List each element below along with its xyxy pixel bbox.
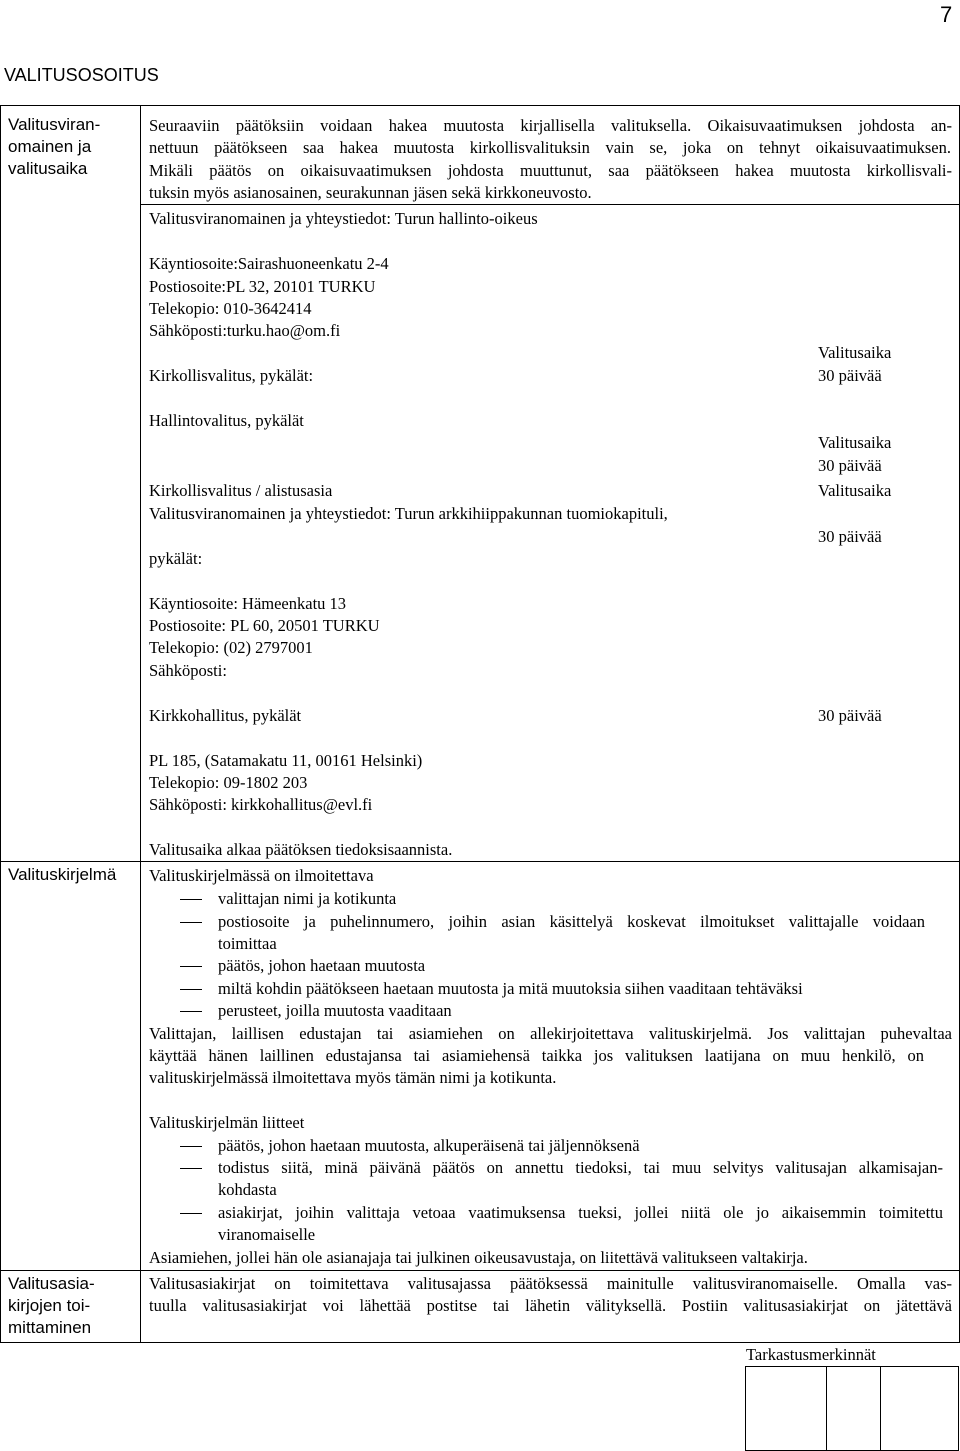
intro-line: Seuraaviin päätöksiin voidaan hakea muutosta kirjallisella valituksella. Oikaisuvaatimuksen johdosta an- bbox=[149, 116, 952, 135]
table-bottom-border bbox=[0, 1342, 960, 1343]
section-label-appeal-letter: Valituskirjelmä bbox=[8, 865, 117, 884]
list-dash bbox=[180, 922, 202, 923]
court-visit-address: Käyntiosoite:Sairashuoneenkatu 2-4 bbox=[149, 254, 389, 273]
period-value: 30 päivää bbox=[818, 527, 882, 546]
admin-appeal-item: Hallintovalitus, pykälät bbox=[149, 411, 304, 430]
letter-requirement-cont: toimittaa bbox=[218, 934, 277, 953]
page-title: VALITUSOSOITUS bbox=[4, 65, 159, 85]
period-value: 30 päivää bbox=[818, 366, 882, 385]
court-email: Sähköposti:turku.hao@om.fi bbox=[149, 321, 341, 340]
intro-line: Mikäli päätös on oikaisuvaatimuksen johdosta muuttunut, saa päätökseen hakea muutosta kirkollisvali- bbox=[149, 161, 952, 180]
attachment-item: päätös, johon haetaan muutosta, alkuperäisenä tai jäljennöksenä bbox=[218, 1136, 640, 1155]
church-board-email: Sähköposti: kirkkohallitus@evl.fi bbox=[149, 795, 373, 814]
table-left-border bbox=[0, 105, 1, 1343]
list-dash bbox=[180, 1146, 202, 1147]
signature-line: käyttää hänen laillinen edustajansa tai asiamiehensä taikka jos valituksen laatijana on muu henkilö, on bbox=[149, 1046, 924, 1065]
letter-intro: Valituskirjelmässä on ilmoitettava bbox=[149, 866, 374, 885]
page-number: 7 bbox=[940, 2, 953, 27]
review-marks-label: Tarkastusmerkinnät bbox=[746, 1345, 876, 1364]
review-marks-divider bbox=[826, 1366, 827, 1451]
court-post-address: Postiosoite:PL 32, 20101 TURKU bbox=[149, 277, 376, 296]
period-label: Valitusaika bbox=[818, 343, 892, 362]
period-value: 30 päivää bbox=[818, 706, 882, 725]
delivery-line: tuulla valitusasiakirjat voi lähettää postitse tai lähetin välityksellä. Postiin valitusasiakirjat on jätettävä bbox=[149, 1296, 952, 1315]
church-appeal-sub-item: Kirkollisvalitus / alistusasia bbox=[149, 481, 333, 500]
table-column-divider bbox=[140, 105, 141, 1343]
list-dash bbox=[180, 899, 202, 900]
section-label-authority: Valitusviran- omainen ja valitusaika bbox=[8, 115, 101, 178]
period-label: Valitusaika bbox=[818, 433, 892, 452]
signature-line: Valittajan, laillisen edustajan tai asiamiehen on allekirjoitettava valituskirjelmä. Jos valittajan puhevaltaa bbox=[149, 1024, 952, 1043]
letter-requirement: valittajan nimi ja kotikunta bbox=[218, 889, 397, 908]
chapter-sections: pykälät: bbox=[149, 549, 203, 568]
attachment-item-cont: viranomaiselle bbox=[218, 1225, 316, 1244]
period-value: 30 päivää bbox=[818, 456, 882, 475]
signature-line: valituskirjelmässä ilmoitettava myös tämän nimi ja kotikunta. bbox=[149, 1068, 557, 1087]
table-row-divider-1 bbox=[0, 861, 960, 862]
chapter-visit-address: Käyntiosoite: Hämeenkatu 13 bbox=[149, 594, 347, 613]
church-board-address: PL 185, (Satamakatu 11, 00161 Helsinki) bbox=[149, 751, 423, 770]
review-marks-divider bbox=[880, 1366, 881, 1451]
attachment-item: todistus siitä, minä päivänä päätös on annettu tiedoksi, tai muu selvitys valitusajan alkamisajan- bbox=[218, 1158, 943, 1177]
church-board-fax: Telekopio: 09-1802 203 bbox=[149, 773, 308, 792]
attachment-item-cont: kohdasta bbox=[218, 1180, 277, 1199]
delivery-line: Valitusasiakirjat on toimitettava valitusajassa päätöksessä mainitulle valitusviranomaiselle. Omalla vas- bbox=[149, 1274, 952, 1293]
intro-line: tuksin myös asianosainen, seurakunnan jäsen sekä kirkkoneuvosto. bbox=[149, 183, 592, 202]
court-heading: Valitusviranomainen ja yhteystiedot: Turun hallinto-oikeus bbox=[149, 209, 538, 228]
list-dash bbox=[180, 1011, 202, 1012]
church-appeal-item: Kirkollisvalitus, pykälät: bbox=[149, 366, 314, 385]
letter-requirement: perusteet, joilla muutosta vaaditaan bbox=[218, 1001, 452, 1020]
chapter-authority: Valitusviranomainen ja yhteystiedot: Turun arkkihiippakunnan tuomiokapituli, bbox=[149, 504, 668, 523]
intro-divider bbox=[141, 204, 959, 205]
letter-requirement: päätös, johon haetaan muutosta bbox=[218, 956, 426, 975]
attachments-heading: Valituskirjelmän liitteet bbox=[149, 1113, 305, 1132]
list-dash bbox=[180, 1213, 202, 1214]
period-start-note: Valitusaika alkaa päätöksen tiedoksisaannista. bbox=[149, 840, 453, 859]
power-of-attorney-note: Asiamiehen, jollei hän ole asianajaja tai julkinen oikeusavustaja, on liitettävä valitukseen valtakirja. bbox=[149, 1248, 808, 1267]
letter-requirement: postiosoite ja puhelinnumero, joihin asian käsittelyä koskevat ilmoitukset valittajalle voidaan bbox=[218, 912, 925, 931]
period-label: Valitusaika bbox=[818, 481, 892, 500]
chapter-fax: Telekopio: (02) 2797001 bbox=[149, 638, 313, 657]
church-board-heading: Kirkkohallitus, pykälät bbox=[149, 706, 302, 725]
list-dash bbox=[180, 989, 202, 990]
attachment-item: asiakirjat, joihin valittaja vetoaa vaatimuksensa tueksi, jollei niitä ole jo aikaisemmin toimitettu bbox=[218, 1203, 943, 1222]
chapter-post-address: Postiosoite: PL 60, 20501 TURKU bbox=[149, 616, 380, 635]
list-dash bbox=[180, 1168, 202, 1169]
table-top-border bbox=[0, 105, 960, 106]
letter-requirement: miltä kohdin päätökseen haetaan muutosta ja mitä muutoksia siihen vaaditaan tehtäväksi bbox=[218, 979, 803, 998]
section-label-delivery: Valitusasia- kirjojen toi- mittaminen bbox=[8, 1274, 95, 1337]
intro-line: nettuun päätökseen saa hakea muutosta kirkollisvalituksin vain se, joka on tehnyt oikaisuvaatimuksen. bbox=[149, 138, 951, 157]
review-marks-box bbox=[745, 1366, 959, 1451]
list-dash bbox=[180, 966, 202, 967]
chapter-email: Sähköposti: bbox=[149, 661, 227, 680]
court-fax: Telekopio: 010-3642414 bbox=[149, 299, 312, 318]
table-row-divider-2 bbox=[0, 1270, 960, 1271]
